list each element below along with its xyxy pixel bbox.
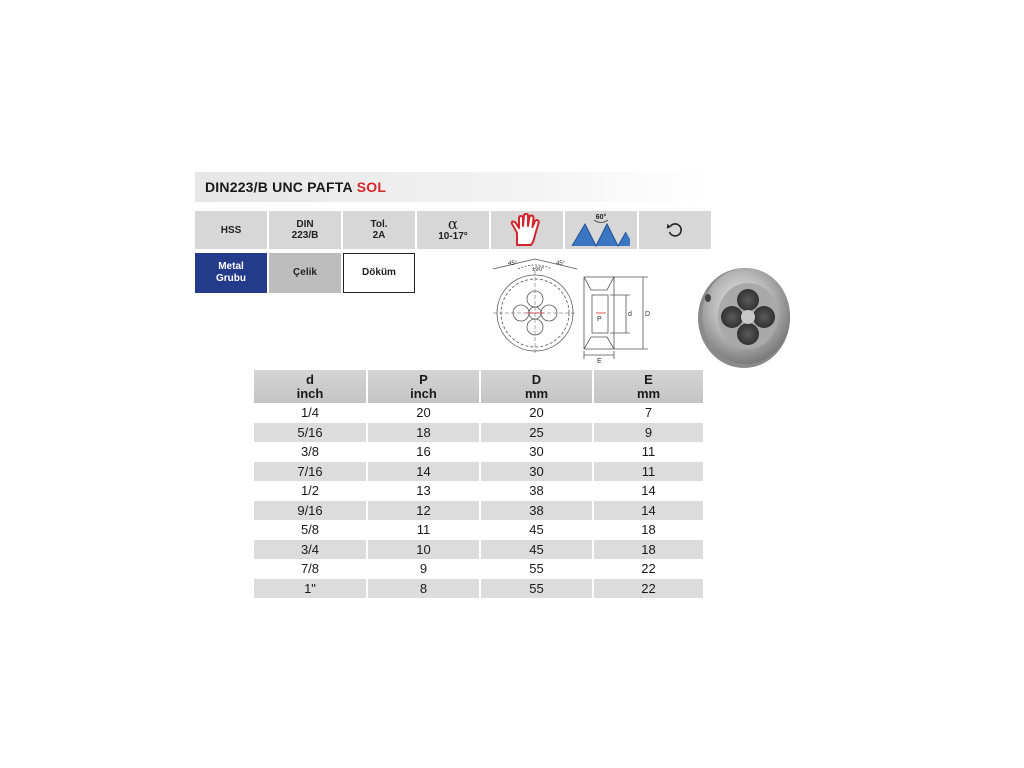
cell-P: 9	[367, 559, 480, 579]
standard-badge	[269, 211, 341, 249]
cell-D: 55	[480, 559, 593, 579]
cell-P: 18	[367, 423, 480, 443]
angle-top-label: ±90°	[532, 267, 545, 273]
standard-line1: DIN	[296, 219, 314, 230]
cell-d: 1"	[254, 579, 367, 599]
header-d: d inch	[254, 370, 367, 403]
thread-profile-icon	[570, 212, 632, 248]
tolerance-line2: 2A	[372, 230, 386, 241]
table-row	[254, 403, 703, 423]
alpha-symbol: α	[447, 215, 459, 233]
cell-P: 12	[367, 501, 480, 521]
cell-D: 20	[480, 403, 593, 423]
material-group-row	[195, 253, 417, 293]
thread-profile-badge	[565, 211, 637, 249]
table-row	[254, 559, 703, 579]
cell-D: 30	[480, 442, 593, 462]
header-E: E mm	[593, 370, 703, 403]
angle-range: 10-17°	[438, 231, 468, 242]
cell-D: 45	[480, 540, 593, 560]
cell-D: 55	[480, 579, 593, 599]
celik-group: Çelik	[269, 253, 341, 293]
cell-d: 5/8	[254, 520, 367, 540]
dokum-group: Döküm	[343, 253, 415, 293]
cell-d: 7/8	[254, 559, 367, 579]
material-label: HSS	[220, 224, 242, 236]
tolerance-badge	[343, 211, 415, 249]
cell-E: 7	[593, 403, 703, 423]
header-D: D mm	[480, 370, 593, 403]
page-title: DIN223/B UNC PAFTA SOL	[205, 179, 387, 195]
table-row	[254, 520, 703, 540]
cell-E: 14	[593, 481, 703, 501]
dim-P-label: P	[597, 316, 602, 323]
cell-E: 22	[593, 579, 703, 599]
table-row	[254, 481, 703, 501]
thread-angle-label: 60°	[595, 214, 607, 221]
technical-drawing	[488, 255, 663, 365]
table-row	[254, 579, 703, 599]
left-hand-badge	[491, 211, 563, 249]
dim-d-label: d	[628, 311, 632, 318]
cell-E: 11	[593, 442, 703, 462]
cell-D: 25	[480, 423, 593, 443]
tolerance-line1: Tol.	[370, 219, 388, 230]
cell-D: 38	[480, 481, 593, 501]
cell-d: 3/4	[254, 540, 367, 560]
angle-left-label: 45°	[508, 261, 518, 267]
table-row	[254, 462, 703, 482]
rotation-badge	[639, 211, 711, 249]
left-hand-icon	[509, 213, 545, 247]
metal-group-label: Metal Grubu	[195, 253, 267, 293]
table-header-row	[254, 370, 703, 403]
material-badge	[195, 211, 267, 249]
cell-D: 45	[480, 520, 593, 540]
cell-E: 14	[593, 501, 703, 521]
table-row	[254, 423, 703, 443]
spec-row	[195, 211, 713, 249]
cell-d: 9/16	[254, 501, 367, 521]
counterclockwise-icon	[665, 220, 685, 240]
cell-P: 14	[367, 462, 480, 482]
cell-E: 18	[593, 540, 703, 560]
cell-E: 9	[593, 423, 703, 443]
cell-P: 8	[367, 579, 480, 599]
cell-D: 30	[480, 462, 593, 482]
cell-P: 20	[367, 403, 480, 423]
cell-d: 1/2	[254, 481, 367, 501]
dimensions-table	[254, 370, 703, 598]
cell-D: 38	[480, 501, 593, 521]
cell-d: 3/8	[254, 442, 367, 462]
cell-P: 10	[367, 540, 480, 560]
die-photo	[688, 262, 794, 372]
table-row	[254, 540, 703, 560]
table-row	[254, 501, 703, 521]
header-P: P inch	[367, 370, 480, 403]
dim-E-label: E	[597, 358, 602, 365]
cell-P: 16	[367, 442, 480, 462]
standard-line2: 223/B	[291, 230, 319, 241]
cell-E: 11	[593, 462, 703, 482]
title-accent: SOL	[356, 179, 387, 195]
table-row	[254, 442, 703, 462]
cell-E: 22	[593, 559, 703, 579]
cell-d: 1/4	[254, 403, 367, 423]
cell-E: 18	[593, 520, 703, 540]
title-bar	[195, 172, 707, 202]
cell-P: 11	[367, 520, 480, 540]
cell-P: 13	[367, 481, 480, 501]
cell-d: 7/16	[254, 462, 367, 482]
angle-badge	[417, 211, 489, 249]
angle-right-label: 45°	[556, 261, 566, 267]
dim-D-label: D	[645, 311, 651, 318]
cell-d: 5/16	[254, 423, 367, 443]
